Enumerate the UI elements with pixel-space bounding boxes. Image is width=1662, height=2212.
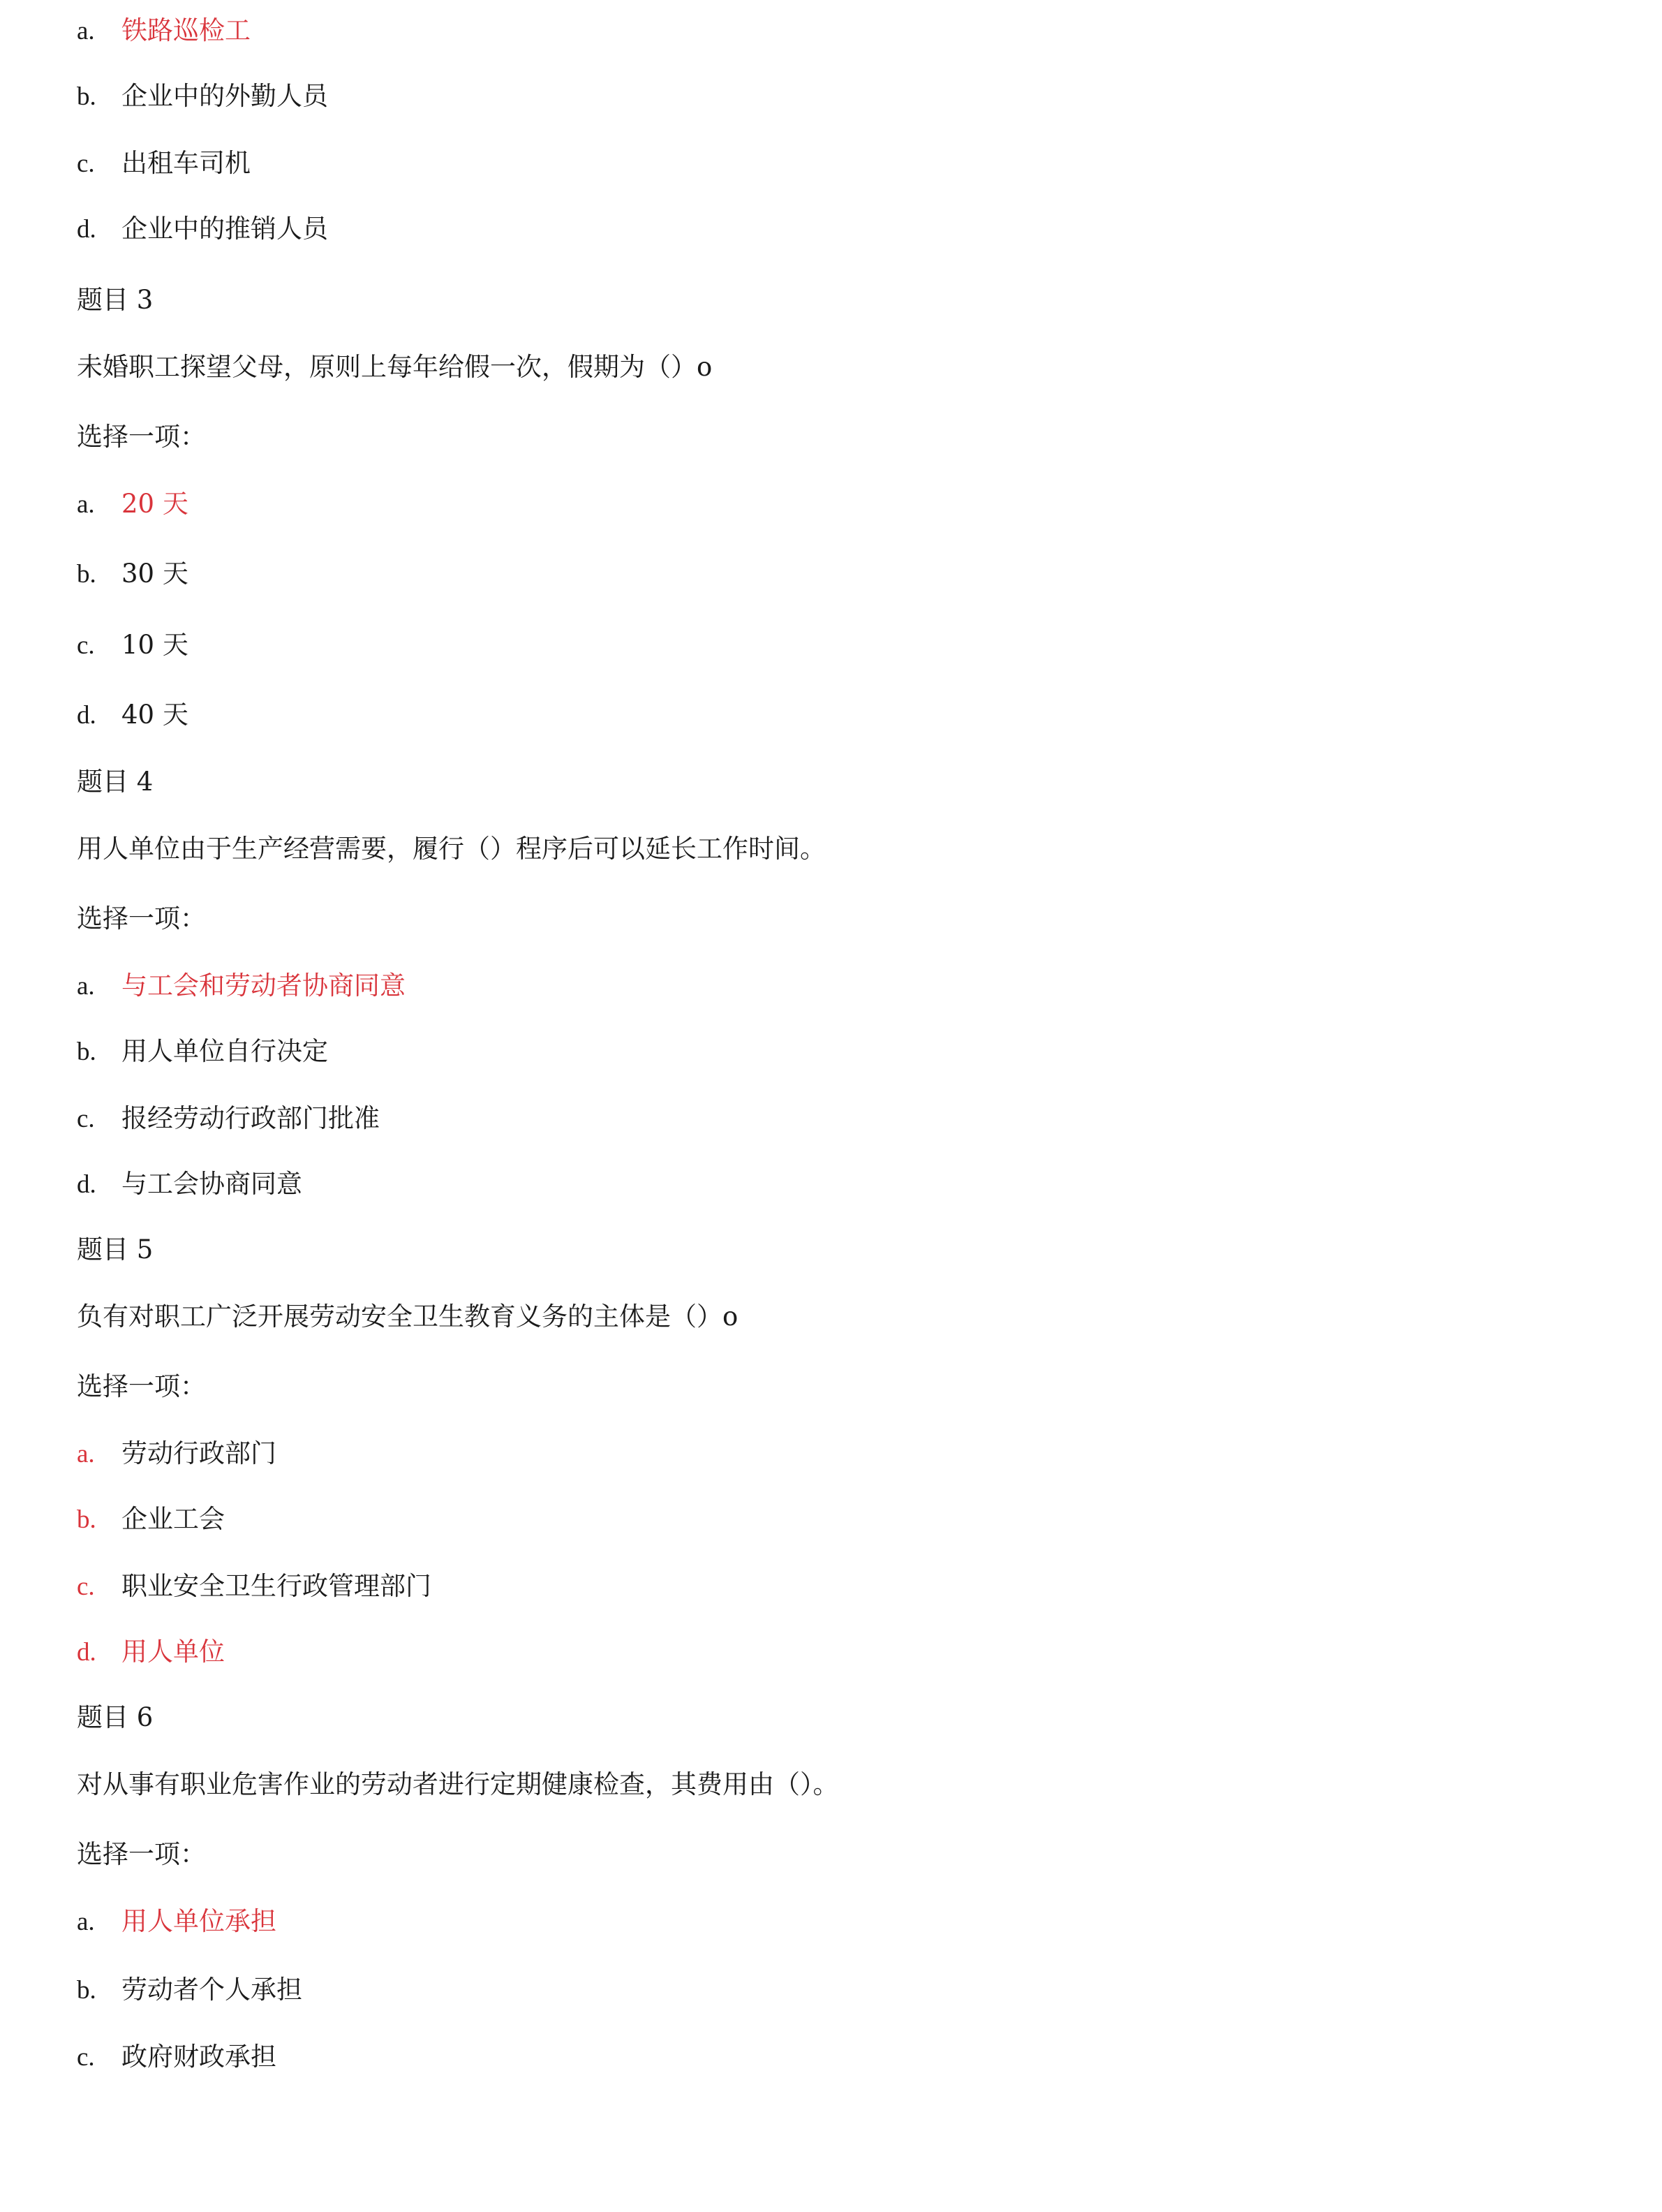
option-letter-highlighted: a. bbox=[77, 1440, 95, 1468]
option-text: 用人单位自行决定 bbox=[121, 1036, 328, 1066]
q6-option-b bbox=[77, 1973, 302, 2007]
option-text-highlighted: 铁路巡检工 bbox=[121, 15, 251, 45]
option-letter: d. bbox=[77, 215, 96, 244]
q3-heading: 题目 3 bbox=[77, 285, 154, 315]
q6-heading: 题目 6 bbox=[77, 1702, 154, 1732]
option-letter: c. bbox=[77, 2043, 95, 2072]
option-letter: a. bbox=[77, 490, 95, 519]
option-text: 10 天 bbox=[121, 630, 188, 660]
option-text-highlighted: 与工会和劳动者协商同意 bbox=[121, 971, 406, 1001]
option-letter: c. bbox=[77, 631, 95, 660]
q4-prompt: 选择一项： bbox=[77, 904, 206, 934]
option-text-highlighted: 用人单位 bbox=[121, 1637, 225, 1667]
option-letter: a. bbox=[77, 1908, 95, 1936]
q4-option-c bbox=[77, 1102, 380, 1136]
q3-prompt: 选择一项： bbox=[77, 422, 206, 452]
option-text-highlighted: 20 天 bbox=[121, 489, 188, 519]
q4-option-a bbox=[77, 969, 406, 1003]
option-text-highlighted: 用人单位承担 bbox=[121, 1906, 276, 1936]
q5-question-text: 负有对职工广泛开展劳动安全卫生教育义务的主体是（）o bbox=[77, 1302, 739, 1332]
option-letter-highlighted: d. bbox=[77, 1638, 96, 1667]
q3-option-a bbox=[77, 487, 188, 522]
option-text: 职业安全卫生行政管理部门 bbox=[121, 1571, 431, 1601]
option-letter: b. bbox=[77, 82, 96, 111]
q4-heading: 题目 4 bbox=[77, 767, 154, 797]
q6-option-a bbox=[77, 1905, 276, 1939]
q4-option-b bbox=[77, 1035, 328, 1069]
option-text: 报经劳动行政部门批准 bbox=[121, 1103, 380, 1133]
q5-heading: 题目 5 bbox=[77, 1234, 154, 1264]
q6-question-text: 对从事有职业危害作业的劳动者进行定期健康检查，其费用由（）。 bbox=[77, 1769, 839, 1799]
option-text: 40 天 bbox=[121, 700, 188, 730]
q2-option-b bbox=[77, 80, 328, 114]
q5-option-c bbox=[77, 1570, 431, 1604]
q3-question-text: 未婚职工探望父母，原则上每年给假一次，假期为（）o bbox=[77, 352, 713, 382]
q6-option-c bbox=[77, 2040, 276, 2074]
option-letter: d. bbox=[77, 701, 96, 730]
option-letter: c. bbox=[77, 1105, 95, 1133]
option-text: 政府财政承担 bbox=[121, 2042, 276, 2072]
option-letter: b. bbox=[77, 560, 96, 589]
option-text: 企业中的外勤人员 bbox=[121, 81, 328, 111]
option-text: 30 天 bbox=[121, 559, 188, 589]
q3-option-c bbox=[77, 628, 188, 663]
q6-prompt: 选择一项： bbox=[77, 1839, 206, 1869]
q4-option-d bbox=[77, 1167, 302, 1202]
q2-option-c bbox=[77, 147, 251, 181]
q3-option-d bbox=[77, 698, 188, 732]
q4-question-text: 用人单位由于生产经营需要，履行（）程序后可以延长工作时间。 bbox=[77, 834, 826, 864]
q2-option-a bbox=[77, 14, 251, 48]
option-text: 劳动者个人承担 bbox=[121, 1975, 302, 2005]
option-text: 与工会协商同意 bbox=[121, 1169, 302, 1199]
option-text: 企业中的推销人员 bbox=[121, 214, 328, 244]
q5-option-a bbox=[77, 1437, 276, 1471]
option-letter: a. bbox=[77, 972, 95, 1001]
option-text: 企业工会 bbox=[121, 1504, 225, 1534]
option-letter-highlighted: c. bbox=[77, 1572, 95, 1601]
option-letter: b. bbox=[77, 1976, 96, 2005]
option-letter: b. bbox=[77, 1038, 96, 1066]
option-letter: c. bbox=[77, 149, 95, 178]
option-letter: a. bbox=[77, 17, 95, 45]
option-text: 劳动行政部门 bbox=[121, 1438, 276, 1468]
q3-option-b bbox=[77, 557, 188, 591]
option-text: 出租车司机 bbox=[121, 148, 251, 178]
q2-option-d bbox=[77, 212, 328, 246]
option-letter-highlighted: b. bbox=[77, 1505, 96, 1534]
q5-option-d bbox=[77, 1635, 225, 1669]
q5-option-b bbox=[77, 1503, 225, 1537]
option-letter: d. bbox=[77, 1170, 96, 1199]
q5-prompt: 选择一项： bbox=[77, 1371, 206, 1401]
